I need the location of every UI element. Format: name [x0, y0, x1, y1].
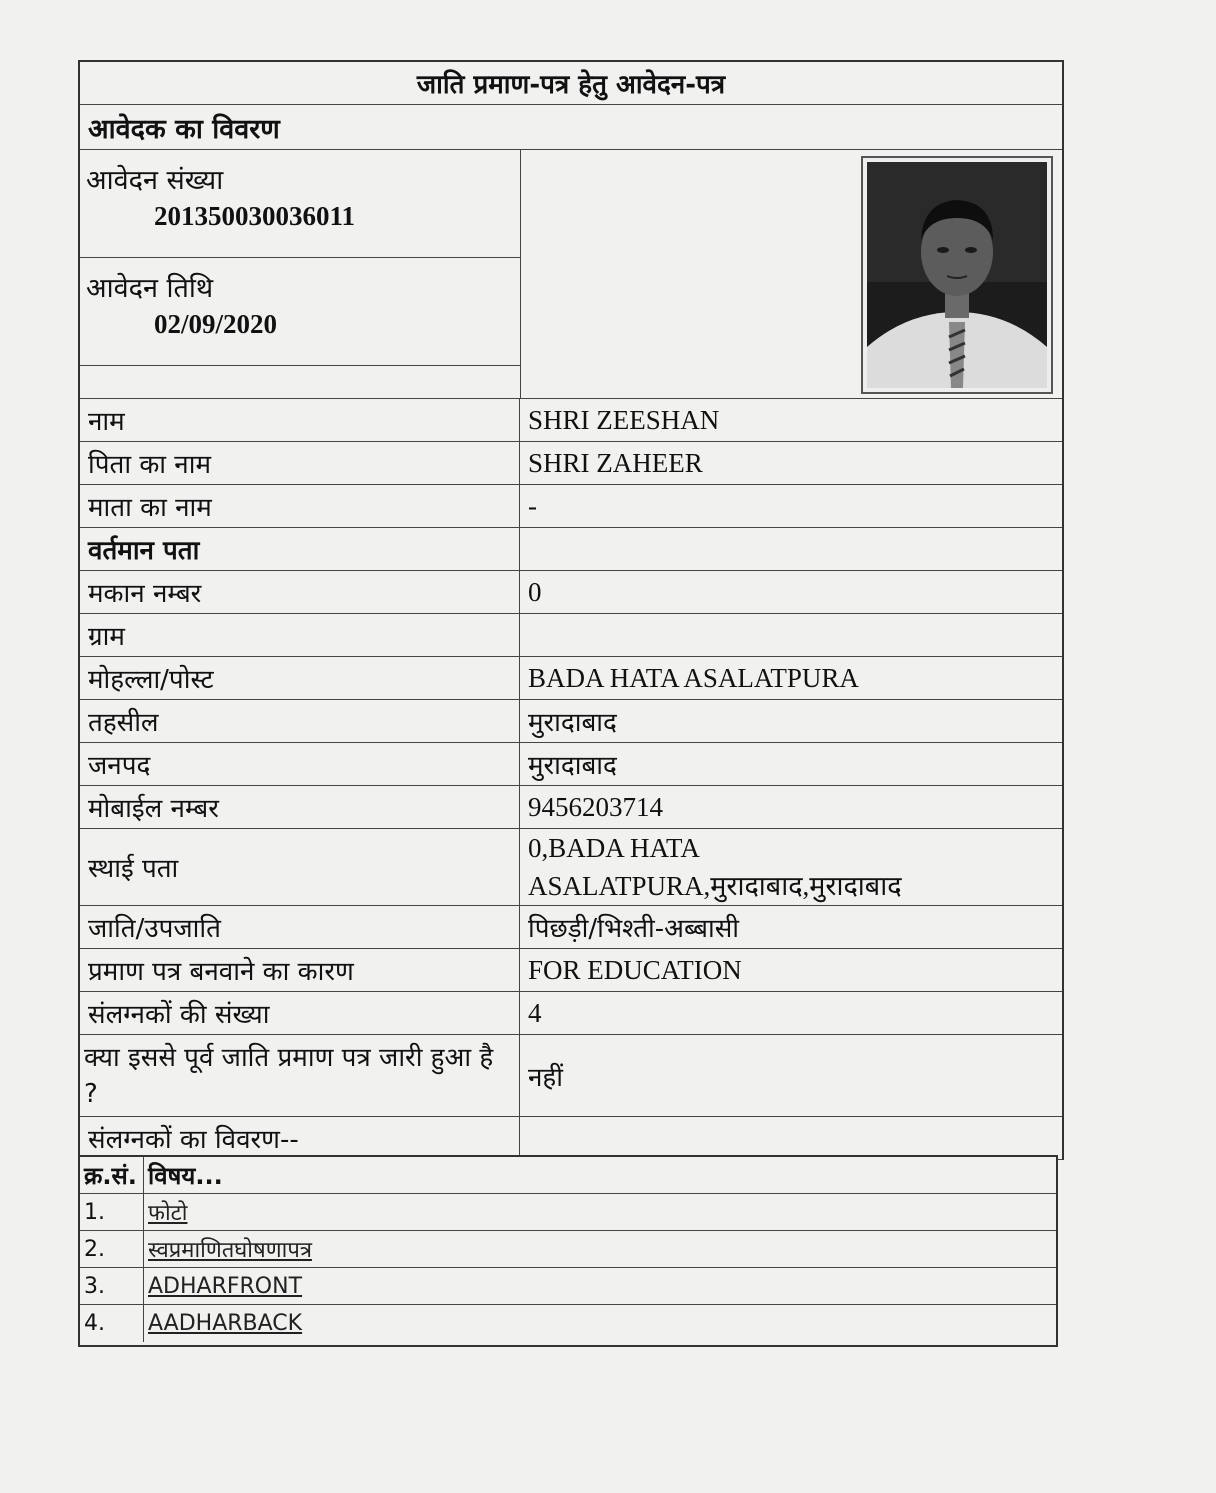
application-form: [78, 60, 1064, 1160]
locality-value: BADA HATA ASALATPURA: [528, 662, 859, 693]
application-date-label: आवेदन तिथि: [86, 273, 214, 304]
mobile-value: 9456203714: [528, 791, 663, 822]
empty-block: [80, 366, 520, 398]
attachment-count-value: 4: [528, 997, 542, 1028]
table-row: [80, 1268, 1056, 1305]
caste-label: जाति/उपजाति: [80, 906, 520, 948]
previous-certificate-value: नहीं: [528, 1062, 563, 1093]
attachments-header-row: [80, 1157, 1056, 1194]
attachment-link-aadhar-front[interactable]: ADHARFRONT: [148, 1273, 303, 1299]
reason-value: FOR EDUCATION: [528, 954, 742, 985]
row-attachment-count: [80, 992, 1062, 1035]
father-name-value: SHRI ZAHEER: [528, 447, 703, 478]
serial-number: 3.: [80, 1268, 144, 1304]
row-locality: [80, 657, 1062, 700]
permanent-address-line2: ASALATPURA,मुरादाबाद,मुरादाबाद: [528, 871, 902, 901]
attachments-heading-empty: [520, 1117, 1062, 1159]
application-date-value: 02/09/2020: [154, 309, 278, 339]
district-value: मुरादाबाद: [528, 751, 617, 781]
house-number-label: मकान नम्बर: [80, 571, 520, 613]
application-number-value: 201350030036011: [154, 201, 356, 231]
row-district: [80, 743, 1062, 786]
row-attachments-heading: [80, 1117, 1062, 1160]
name-value: SHRI ZEESHAN: [528, 404, 720, 435]
row-house-number: [80, 571, 1062, 614]
table-row: [80, 1305, 1056, 1342]
row-caste: [80, 906, 1062, 949]
applicant-photo-icon: [867, 162, 1047, 388]
application-number-block: [80, 150, 520, 258]
previous-certificate-label: क्या इससे पूर्व जाति प्रमाण पत्र जारी हुआ है ?: [80, 1035, 520, 1116]
mother-name-value: -: [528, 490, 537, 521]
row-previous-certificate: [80, 1035, 1062, 1117]
attachment-link-self-declaration[interactable]: स्वप्रमाणितघोषणापत्र: [148, 1238, 312, 1263]
mother-name-label: माता का नाम: [80, 485, 520, 527]
table-row: [80, 1194, 1056, 1231]
row-mother-name: [80, 485, 1062, 528]
current-address-heading: वर्तमान पता: [80, 528, 520, 570]
tehsil-value: मुरादाबाद: [528, 708, 617, 738]
attachment-link-photo[interactable]: फोटो: [148, 1201, 188, 1226]
reason-label: प्रमाण पत्र बनवाने का कारण: [80, 949, 520, 991]
caste-value: पिछड़ी/भिश्ती-अब्बासी: [528, 914, 740, 944]
mobile-label: मोबाईल नम्बर: [80, 786, 520, 828]
attachments-table: [78, 1155, 1058, 1347]
row-tehsil: [80, 700, 1062, 743]
col-subject: विषय...: [148, 1161, 223, 1190]
application-date-block: [80, 258, 520, 366]
row-reason: [80, 949, 1062, 992]
serial-number: 4.: [80, 1305, 144, 1342]
village-label: ग्राम: [80, 614, 520, 656]
house-number-value: 0: [528, 576, 542, 607]
permanent-address-value: [520, 829, 1062, 905]
district-label: जनपद: [80, 743, 520, 785]
tehsil-label: तहसील: [80, 700, 520, 742]
col-serial-number: क्र.सं.: [80, 1157, 144, 1193]
serial-number: 1.: [80, 1194, 144, 1230]
row-current-address: [80, 528, 1062, 571]
current-address-value: [520, 528, 1062, 570]
applicant-photo: [861, 156, 1053, 394]
section-applicant-details: आवेदक का विवरण: [88, 113, 280, 145]
locality-label: मोहल्ला/पोस्ट: [80, 657, 520, 699]
row-father-name: [80, 442, 1062, 485]
applicant-header-block: [80, 150, 1062, 399]
father-name-label: पिता का नाम: [80, 442, 520, 484]
attachment-link-aadhar-back[interactable]: AADHARBACK: [148, 1311, 303, 1336]
name-label: नाम: [80, 399, 520, 441]
application-number-label: आवेदन संख्या: [86, 165, 224, 196]
permanent-address-line1: 0,BADA HATA: [528, 833, 700, 863]
row-permanent-address: [80, 829, 1062, 906]
serial-number: 2.: [80, 1231, 144, 1267]
form-title: जाति प्रमाण-पत्र हेतु आवेदन-पत्र: [416, 70, 726, 100]
table-row: [80, 1231, 1056, 1268]
row-name: [80, 399, 1062, 442]
row-village: [80, 614, 1062, 657]
village-value: [520, 614, 1062, 656]
row-mobile: [80, 786, 1062, 829]
permanent-address-label: स्थाई पता: [80, 829, 520, 905]
attachments-heading: संलग्नकों का विवरण--: [80, 1117, 520, 1159]
attachment-count-label: संलग्नकों की संख्या: [80, 992, 520, 1034]
